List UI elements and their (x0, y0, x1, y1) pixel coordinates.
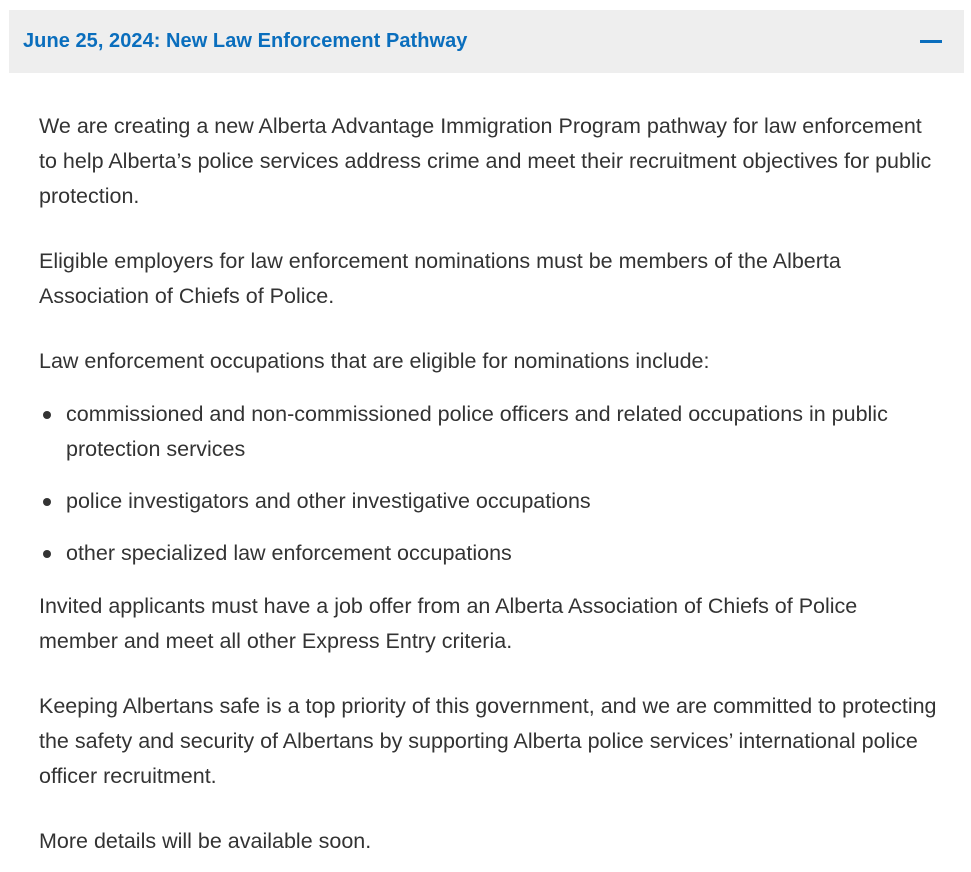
paragraph-safety: Keeping Albertans safe is a top priority of this government, and we are committed to protecting the safety and security of Albertans by supporting Alberta police services’ international police officer recruitment. (39, 694, 937, 788)
list-item: police investigators and other investigative occupations (66, 484, 940, 519)
accordion-title[interactable]: June 25, 2024: New Law Enforcement Pathway (23, 30, 468, 52)
list-item: other specialized law enforcement occupations (66, 536, 940, 571)
paragraph-intro: We are creating a new Alberta Advantage Immigration Program pathway for law enforcement to help Alberta’s police services address crime and meet their recruitment objectives for public protection. (39, 114, 932, 208)
accordion-header[interactable] (9, 10, 964, 73)
accordion-content (9, 73, 964, 859)
accordion-item (9, 10, 964, 872)
minus-icon[interactable] (920, 31, 942, 53)
paragraph-job-offer: Invited applicants must have a job offer from an Alberta Association of Chiefs of Police member and meet all other Express Entry criteria. (39, 594, 858, 653)
occupations-list (39, 397, 940, 571)
paragraph-occupations-intro: Law enforcement occupations that are eligible for nominations include: (39, 349, 710, 373)
paragraph-more-details: More details will be available soon. (39, 829, 372, 853)
paragraph-eligible-employers: Eligible employers for law enforcement nominations must be members of the Alberta Association of Chiefs of Police. (39, 249, 841, 308)
list-item: commissioned and non-commissioned police officers and related occupations in public protection services (66, 397, 940, 467)
